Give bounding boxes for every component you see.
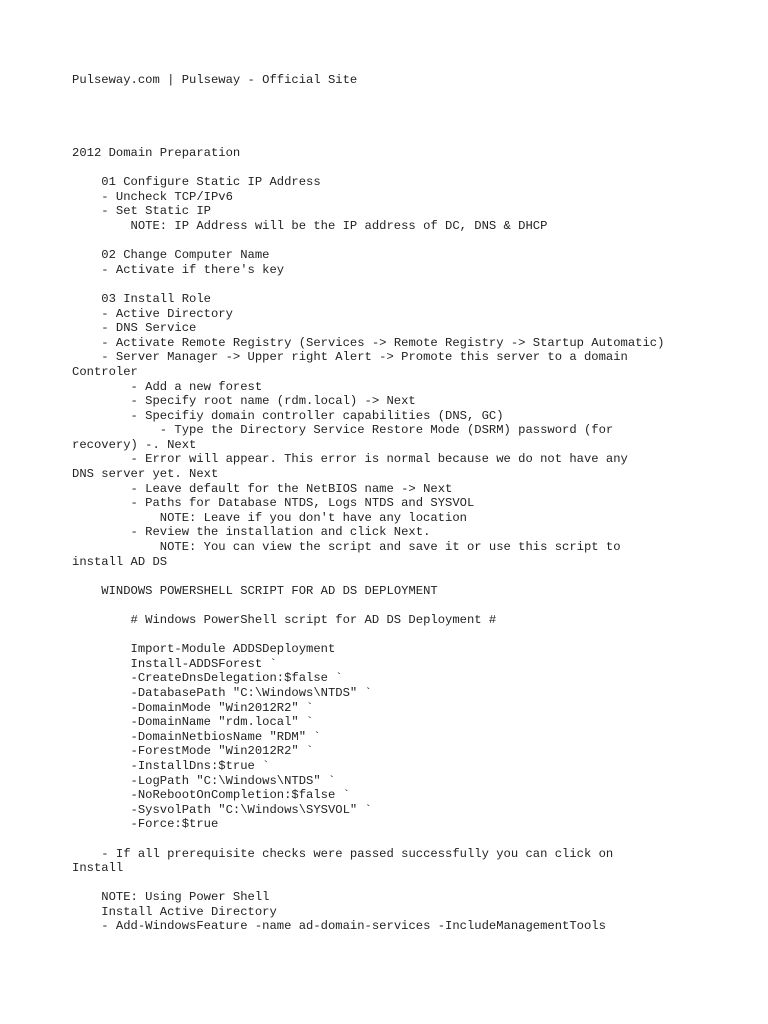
document-body-text: 2012 Domain Preparation 01 Configure Static IP Address - Uncheck TCP/IPv6 - Set Static IP NOTE: IP Address will be the IP address of DC, DNS & DHCP 02 Change Computer Name - Activate if there's key 03 Install Role - Active Directory - DNS Service - Activate Remote Registry (Services -> Remote Registry -> Startup Automatic) - Server Manager -> Upper right Alert -> Promote this server to a domain Controler - Add a new forest - Specify root name (rdm.local) -> Next - Specifiy domain controller capabilities (DNS, GC) - Type the Directory Service Restore Mode (DSRM) password (for recovery) -. Next - Error will appear. This error is normal because we do not have any DNS server yet. Next - Leave default for the NetBIOS name -> Next - Paths for Database NTDS, Logs NTDS and SYSVOL NOTE: Leave if you don't have any location - Review the installation and click Next. NOTE: You can view the script and save it or use this script to install AD DS WINDOWS POWERSHELL SCRIPT FOR AD DS DEPLOYMENT # Windows PowerShell script for AD DS Deployment # Import-Module ADDSDeployment Install-ADDSForest ` -CreateDnsDelegation:$false ` -DatabasePath "C:\Windows\NTDS" ` -DomainMode "Win2012R2" ` -DomainName "rdm.local" ` -DomainNetbiosName "RDM" ` -ForestMode "Win2012R2" ` -InstallDns:$true ` -LogPath "C:\Windows\NTDS" ` -NoRebootOnCompletion:$false ` -SysvolPath "C:\Windows\SYSVOL" ` -Force:$true - If all prerequisite checks were passed successfully you can click on Install NOTE: Using Power Shell Install Active Directory - Add-WindowsFeature -name ad-domain-services -IncludeManagementTools	[72, 146, 665, 934]
site-header-text: Pulseway.com | Pulseway - Official Site	[72, 73, 358, 87]
